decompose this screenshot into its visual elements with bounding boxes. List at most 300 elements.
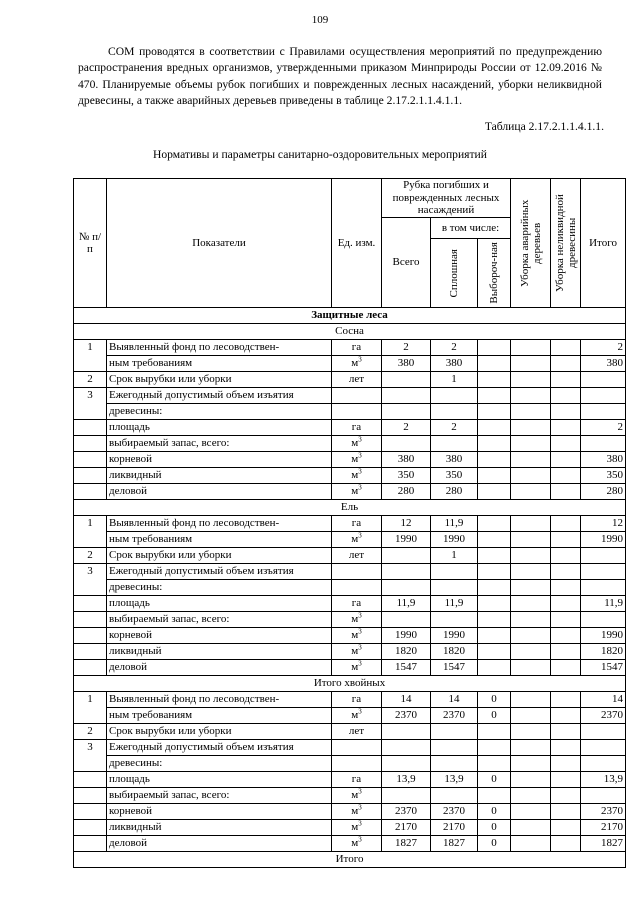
value-cell: 12: [382, 516, 431, 532]
value-cell: [551, 660, 581, 676]
empty-cell: [478, 580, 511, 596]
value-cell: 2370: [581, 708, 626, 724]
value-cell: 1820: [431, 644, 478, 660]
header-emergency: Уборка аварийных деревьев: [511, 179, 551, 308]
table-row: [74, 340, 626, 356]
indicator-cell: деловой: [107, 836, 332, 852]
table-number: Таблица 2.17.2.1.1.4.1.1.: [484, 120, 604, 133]
value-cell: 2370: [382, 708, 431, 724]
table-row: [74, 724, 626, 740]
value-cell: [511, 484, 551, 500]
unit-cell: $м^3$: [332, 788, 382, 804]
empty-cell: [74, 436, 107, 452]
value-cell: 280: [431, 484, 478, 500]
header-including: в том числе:: [431, 217, 511, 239]
unit-cell: $м^3$: [332, 468, 382, 484]
value-cell: [551, 468, 581, 484]
indicator-cell: деловой: [107, 484, 332, 500]
indicator-cell: древесины:: [107, 404, 332, 420]
value-cell: [551, 804, 581, 820]
value-cell: [551, 356, 581, 372]
header-num: № п/п: [74, 179, 107, 308]
indicator-cell: ликвидный: [107, 468, 332, 484]
empty-cell: [551, 756, 581, 772]
row-number: 3: [74, 388, 107, 420]
empty-cell: [332, 564, 382, 580]
value-cell: [382, 548, 431, 564]
empty-cell: [478, 740, 511, 756]
value-cell: 2: [382, 420, 431, 436]
unit-cell: га: [332, 596, 382, 612]
header-clear: Сплошная: [431, 239, 478, 308]
value-cell: 1547: [581, 660, 626, 676]
value-cell: 2: [581, 420, 626, 436]
unit-cell: $м^3$: [332, 532, 382, 548]
value-cell: 13,9: [382, 772, 431, 788]
table-header: [74, 179, 626, 308]
value-cell: 350: [382, 468, 431, 484]
unit-cell: $м^3$: [332, 612, 382, 628]
value-cell: [511, 452, 551, 468]
table-row: [74, 532, 626, 548]
page-number: 109: [311, 14, 329, 26]
empty-cell: [74, 804, 107, 820]
value-cell: [478, 612, 511, 628]
value-cell: [511, 660, 551, 676]
value-cell: [382, 436, 431, 452]
value-cell: 2: [431, 420, 478, 436]
table-row: [74, 660, 626, 676]
value-cell: [478, 628, 511, 644]
value-cell: [511, 724, 551, 740]
row-number: 2: [74, 724, 107, 740]
value-cell: 380: [431, 452, 478, 468]
value-cell: [478, 484, 511, 500]
value-cell: [551, 820, 581, 836]
value-cell: [478, 548, 511, 564]
value-cell: 280: [581, 484, 626, 500]
value-cell: 0: [478, 708, 511, 724]
value-cell: [511, 356, 551, 372]
value-cell: 14: [581, 692, 626, 708]
value-cell: 380: [431, 356, 478, 372]
empty-cell: [74, 772, 107, 788]
value-cell: 11,9: [382, 596, 431, 612]
value-cell: 2170: [382, 820, 431, 836]
empty-cell: [332, 756, 382, 772]
indicator-cell: Срок вырубки или уборки: [107, 724, 332, 740]
empty-cell: [74, 660, 107, 676]
value-cell: [431, 788, 478, 804]
indicator-cell: Срок вырубки или уборки: [107, 548, 332, 564]
empty-cell: [581, 404, 626, 420]
value-cell: 14: [382, 692, 431, 708]
row-number: 2: [74, 372, 107, 388]
table-row: [74, 740, 626, 756]
subsection-row: [74, 676, 626, 692]
empty-cell: [511, 388, 551, 404]
table-row: [74, 484, 626, 500]
table-row: [74, 564, 626, 580]
section-title: Защитные леса: [74, 308, 626, 324]
header-illiquid: Уборка неликвидной древесины: [551, 179, 581, 308]
section-row: [74, 308, 626, 324]
indicator-cell: ным требованиям: [107, 532, 332, 548]
empty-cell: [74, 612, 107, 628]
value-cell: 2: [382, 340, 431, 356]
indicator-cell: Ежегодный допустимый объем изъятия: [107, 740, 332, 756]
empty-cell: [74, 596, 107, 612]
value-cell: [511, 548, 551, 564]
footer-title: Итого: [74, 852, 626, 868]
indicator-cell: ным требованиям: [107, 356, 332, 372]
value-cell: [551, 484, 581, 500]
subsection-title: Итого хвойных: [74, 676, 626, 692]
value-cell: 2170: [431, 820, 478, 836]
value-cell: 1827: [382, 836, 431, 852]
table-row: [74, 452, 626, 468]
empty-cell: [382, 580, 431, 596]
value-cell: 1: [431, 372, 478, 388]
value-cell: 11,9: [581, 596, 626, 612]
table-title: Нормативы и параметры санитарно-оздоровительных мероприятий: [153, 148, 487, 161]
value-cell: [431, 612, 478, 628]
table-row: [74, 516, 626, 532]
table-row: [74, 468, 626, 484]
table-row: [74, 836, 626, 852]
empty-cell: [551, 388, 581, 404]
table-row: [74, 612, 626, 628]
value-cell: [478, 724, 511, 740]
value-cell: [551, 612, 581, 628]
value-cell: [382, 788, 431, 804]
header-total-felling: Всего: [382, 217, 431, 308]
table-row: [74, 548, 626, 564]
value-cell: [478, 660, 511, 676]
value-cell: [511, 836, 551, 852]
row-number: 1: [74, 516, 107, 548]
indicator-cell: выбираемый запас, всего:: [107, 436, 332, 452]
subsection-row: [74, 500, 626, 516]
unit-cell: $м^3$: [332, 820, 382, 836]
table-row: [74, 772, 626, 788]
empty-cell: [431, 756, 478, 772]
empty-cell: [551, 740, 581, 756]
value-cell: [478, 644, 511, 660]
table-row: [74, 404, 626, 420]
row-number: 1: [74, 692, 107, 724]
unit-cell: $м^3$: [332, 356, 382, 372]
empty-cell: [478, 404, 511, 420]
unit-cell: $м^3$: [332, 436, 382, 452]
unit-cell: га: [332, 692, 382, 708]
indicator-cell: корневой: [107, 452, 332, 468]
value-cell: 1990: [382, 628, 431, 644]
value-cell: [551, 596, 581, 612]
value-cell: [511, 804, 551, 820]
value-cell: [431, 436, 478, 452]
value-cell: [551, 436, 581, 452]
value-cell: [478, 516, 511, 532]
subsection-title: Сосна: [74, 324, 626, 340]
empty-cell: [431, 740, 478, 756]
indicator-cell: Ежегодный допустимый объем изъятия: [107, 388, 332, 404]
value-cell: [511, 772, 551, 788]
empty-cell: [382, 388, 431, 404]
value-cell: 280: [382, 484, 431, 500]
empty-cell: [478, 388, 511, 404]
empty-cell: [581, 388, 626, 404]
unit-cell: га: [332, 772, 382, 788]
table-row: [74, 788, 626, 804]
value-cell: [511, 436, 551, 452]
unit-cell: $м^3$: [332, 484, 382, 500]
empty-cell: [332, 388, 382, 404]
value-cell: 14: [431, 692, 478, 708]
value-cell: [511, 468, 551, 484]
empty-cell: [74, 452, 107, 468]
value-cell: [551, 516, 581, 532]
value-cell: [478, 452, 511, 468]
indicator-cell: площадь: [107, 596, 332, 612]
value-cell: [551, 788, 581, 804]
value-cell: [551, 628, 581, 644]
value-cell: [382, 372, 431, 388]
value-cell: [511, 516, 551, 532]
value-cell: [511, 612, 551, 628]
value-cell: 0: [478, 836, 511, 852]
value-cell: 1990: [431, 532, 478, 548]
subsection-title: Ель: [74, 500, 626, 516]
empty-cell: [478, 756, 511, 772]
value-cell: 2370: [382, 804, 431, 820]
value-cell: [551, 644, 581, 660]
empty-cell: [382, 740, 431, 756]
header-total: Итого: [581, 179, 626, 308]
value-cell: [478, 340, 511, 356]
value-cell: [478, 372, 511, 388]
empty-cell: [431, 388, 478, 404]
value-cell: 13,9: [431, 772, 478, 788]
table-row: [74, 692, 626, 708]
unit-cell: га: [332, 340, 382, 356]
indicator-cell: Выявленный фонд по лесоводствен-: [107, 340, 332, 356]
empty-cell: [511, 756, 551, 772]
value-cell: [431, 724, 478, 740]
empty-cell: [382, 564, 431, 580]
value-cell: 11,9: [431, 516, 478, 532]
value-cell: 13,9: [581, 772, 626, 788]
indicator-cell: Ежегодный допустимый объем изъятия: [107, 564, 332, 580]
empty-cell: [382, 404, 431, 420]
value-cell: 380: [382, 452, 431, 468]
unit-cell: $м^3$: [332, 660, 382, 676]
table-row: [74, 580, 626, 596]
indicator-cell: древесины:: [107, 580, 332, 596]
value-cell: 1827: [581, 836, 626, 852]
value-cell: [478, 356, 511, 372]
value-cell: 0: [478, 692, 511, 708]
empty-cell: [332, 404, 382, 420]
unit-cell: $м^3$: [332, 644, 382, 660]
empty-cell: [74, 644, 107, 660]
value-cell: 1990: [581, 628, 626, 644]
value-cell: [511, 644, 551, 660]
value-cell: [581, 612, 626, 628]
table-row: [74, 820, 626, 836]
value-cell: 350: [581, 468, 626, 484]
empty-cell: [581, 756, 626, 772]
subsection-row: [74, 324, 626, 340]
table-row: [74, 628, 626, 644]
value-cell: 1990: [431, 628, 478, 644]
value-cell: 1547: [431, 660, 478, 676]
header-indicator: Показатели: [107, 179, 332, 308]
value-cell: 11,9: [431, 596, 478, 612]
empty-cell: [332, 740, 382, 756]
value-cell: [581, 788, 626, 804]
value-cell: [511, 532, 551, 548]
unit-cell: $м^3$: [332, 452, 382, 468]
empty-cell: [431, 580, 478, 596]
empty-cell: [581, 564, 626, 580]
value-cell: [551, 420, 581, 436]
indicator-cell: ликвидный: [107, 820, 332, 836]
value-cell: 2: [431, 340, 478, 356]
value-cell: [478, 420, 511, 436]
value-cell: [382, 724, 431, 740]
header-selective: Выбороч-ная: [478, 239, 511, 308]
value-cell: 380: [581, 356, 626, 372]
table-row: [74, 756, 626, 772]
indicator-cell: Выявленный фонд по лесоводствен-: [107, 692, 332, 708]
value-cell: [478, 596, 511, 612]
empty-cell: [431, 404, 478, 420]
value-cell: [581, 548, 626, 564]
value-cell: 12: [581, 516, 626, 532]
table-row: [74, 388, 626, 404]
value-cell: 1820: [581, 644, 626, 660]
table-row: [74, 356, 626, 372]
indicator-cell: Выявленный фонд по лесоводствен-: [107, 516, 332, 532]
value-cell: 380: [382, 356, 431, 372]
value-cell: [511, 420, 551, 436]
value-cell: [551, 452, 581, 468]
table-row: [74, 596, 626, 612]
unit-cell: га: [332, 516, 382, 532]
value-cell: [551, 836, 581, 852]
table-row: [74, 708, 626, 724]
empty-cell: [581, 580, 626, 596]
empty-cell: [332, 580, 382, 596]
value-cell: 1820: [382, 644, 431, 660]
value-cell: [511, 788, 551, 804]
value-cell: 0: [478, 820, 511, 836]
value-cell: [511, 596, 551, 612]
table-row: [74, 420, 626, 436]
indicator-cell: выбираемый запас, всего:: [107, 788, 332, 804]
row-number: 3: [74, 740, 107, 772]
indicator-cell: площадь: [107, 420, 332, 436]
empty-cell: [511, 580, 551, 596]
empty-cell: [551, 564, 581, 580]
empty-cell: [74, 788, 107, 804]
value-cell: 2370: [431, 708, 478, 724]
empty-cell: [581, 740, 626, 756]
empty-cell: [74, 628, 107, 644]
unit-cell: $м^3$: [332, 708, 382, 724]
unit-cell: $м^3$: [332, 804, 382, 820]
value-cell: [511, 372, 551, 388]
value-cell: 1990: [382, 532, 431, 548]
row-number: 1: [74, 340, 107, 372]
value-cell: [478, 436, 511, 452]
table-row: [74, 436, 626, 452]
unit-cell: $м^3$: [332, 628, 382, 644]
value-cell: [551, 340, 581, 356]
empty-cell: [74, 468, 107, 484]
value-cell: [511, 708, 551, 724]
value-cell: [511, 628, 551, 644]
value-cell: [551, 692, 581, 708]
value-cell: [511, 820, 551, 836]
empty-cell: [431, 564, 478, 580]
value-cell: [581, 724, 626, 740]
indicator-cell: ным требованиям: [107, 708, 332, 724]
table-row: [74, 372, 626, 388]
empty-cell: [551, 580, 581, 596]
value-cell: [581, 372, 626, 388]
indicator-cell: деловой: [107, 660, 332, 676]
value-cell: 350: [431, 468, 478, 484]
indicator-cell: Срок вырубки или уборки: [107, 372, 332, 388]
empty-cell: [551, 404, 581, 420]
indicator-cell: корневой: [107, 804, 332, 820]
empty-cell: [74, 484, 107, 500]
value-cell: 1827: [431, 836, 478, 852]
value-cell: 0: [478, 804, 511, 820]
table-row: [74, 804, 626, 820]
footer-row: [74, 852, 626, 868]
empty-cell: [511, 740, 551, 756]
value-cell: [382, 612, 431, 628]
header-unit: Ед. изм.: [332, 179, 382, 308]
empty-cell: [74, 820, 107, 836]
empty-cell: [511, 404, 551, 420]
value-cell: [551, 772, 581, 788]
value-cell: [511, 340, 551, 356]
unit-cell: лет: [332, 372, 382, 388]
value-cell: 1990: [581, 532, 626, 548]
indicator-cell: выбираемый запас, всего:: [107, 612, 332, 628]
value-cell: 1547: [382, 660, 431, 676]
table-row: [74, 644, 626, 660]
unit-cell: га: [332, 420, 382, 436]
value-cell: [551, 724, 581, 740]
empty-cell: [478, 564, 511, 580]
value-cell: [551, 708, 581, 724]
value-cell: 2: [581, 340, 626, 356]
value-cell: 2170: [581, 820, 626, 836]
value-cell: [581, 436, 626, 452]
value-cell: 2370: [581, 804, 626, 820]
value-cell: 1: [431, 548, 478, 564]
value-cell: 380: [581, 452, 626, 468]
unit-cell: лет: [332, 548, 382, 564]
indicator-cell: ликвидный: [107, 644, 332, 660]
row-number: 2: [74, 548, 107, 564]
value-cell: [511, 692, 551, 708]
